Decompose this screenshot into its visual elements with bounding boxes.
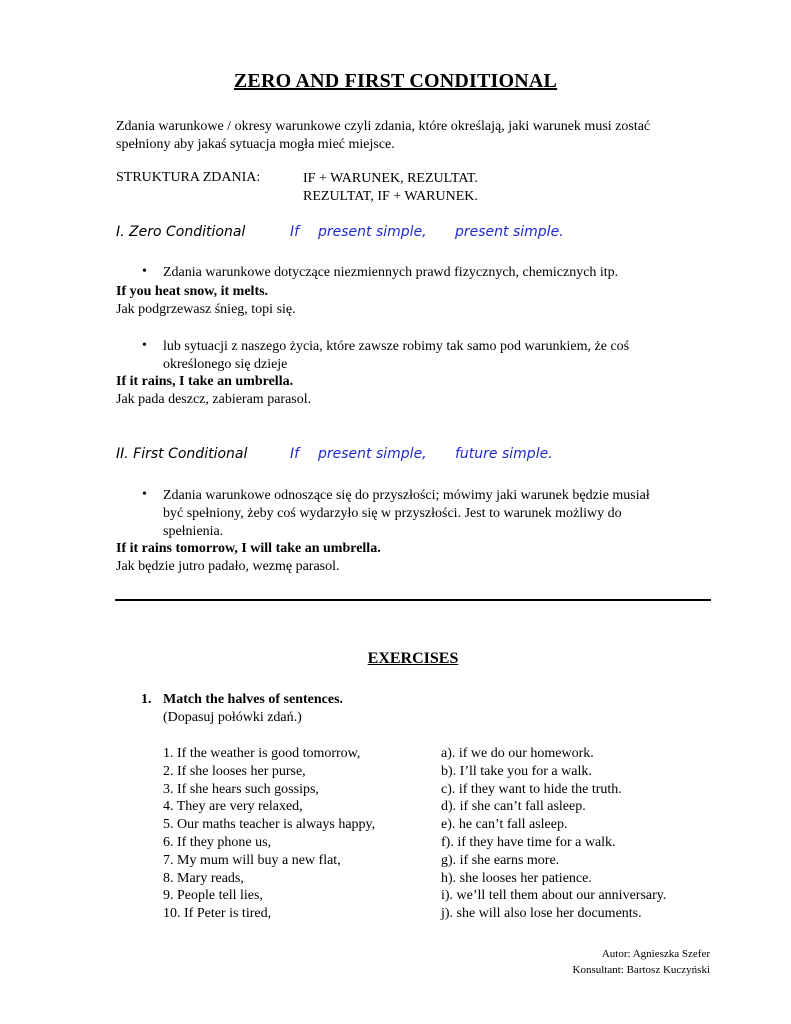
list-item: 9. People tell lies, — [163, 888, 263, 904]
zero-example: If it rains, I take an umbrella. — [116, 374, 294, 389]
list-item: j). she will also lose her documents. — [441, 906, 642, 922]
first-formula-result: future simple. — [455, 446, 553, 462]
list-item: 8. Mary reads, — [163, 870, 244, 886]
list-item: 5. Our maths teacher is always happy, — [163, 817, 376, 833]
zero-example: If you heat snow, it melts. — [116, 284, 269, 299]
intro-paragraph — [116, 118, 706, 154]
zero-formula-condition: present simple, — [318, 224, 427, 240]
footer-consultant: Konsultant: Bartosz Kuczyński — [572, 964, 710, 976]
first-bullet-text — [163, 487, 711, 541]
bullet-icon: • — [142, 487, 147, 502]
zero-translation: Jak pada deszcz, zabieram parasol. — [116, 392, 312, 407]
list-item: f). if they have time for a walk. — [441, 834, 616, 850]
zero-bullet-text — [163, 338, 711, 374]
bullet-icon: • — [142, 338, 147, 353]
zero-bullet-text: Zdania warunkowe dotyczące niezmiennych prawd fizycznych, chemicznych itp. — [163, 265, 619, 280]
list-item: c). if they want to hide the truth. — [441, 781, 622, 797]
bullet-line: Zdania warunkowe odnoszące się do przyszłości; mówimy jaki warunek będzie musiał — [163, 488, 650, 503]
list-item: 7. My mum will buy a new flat, — [163, 852, 341, 868]
list-item: 3. If she hears such gossips, — [163, 781, 319, 797]
footer-author: Autor: Agnieszka Szefer — [601, 948, 710, 960]
task-number: 1. — [141, 692, 152, 707]
structure-label: STRUKTURA ZDANIA: — [116, 170, 261, 185]
zero-formula-result: present simple. — [455, 224, 564, 240]
list-item: 4. They are very relaxed, — [163, 799, 303, 815]
bullet-icon: • — [142, 264, 147, 279]
structure-line: IF + WARUNEK, REZULTAT. — [303, 171, 478, 186]
right-halves-list — [441, 745, 711, 923]
first-example: If it rains tomorrow, I will take an umbrella. — [116, 541, 381, 556]
list-item: 2. If she looses her purse, — [163, 763, 306, 779]
structure-line: REZULTAT, IF + WARUNEK. — [303, 189, 478, 204]
zero-conditional-heading: I. Zero Conditional — [116, 224, 246, 240]
intro-line: spełniony aby jakaś sytuacja mogła mieć miejsce. — [116, 137, 395, 152]
structure-formulas — [303, 170, 478, 206]
list-item: 1. If the weather is good tomorrow, — [163, 746, 361, 761]
exercises-title: EXERCISES — [367, 650, 459, 667]
list-item: i). we’ll tell them about our anniversary. — [441, 888, 667, 904]
bullet-line: określonego się dzieje — [163, 357, 288, 372]
footer — [573, 946, 710, 978]
first-formula-condition: present simple, — [318, 446, 427, 462]
task-title: Match the halves of sentences. — [163, 692, 344, 707]
bullet-line: spełnienia. — [163, 524, 224, 539]
list-item: a). if we do our homework. — [441, 746, 594, 761]
list-item: g). if she earns more. — [441, 852, 560, 868]
list-item: 10. If Peter is tired, — [163, 906, 272, 922]
first-formula-if: If — [290, 446, 300, 462]
first-translation: Jak będzie jutro padało, wezmę parasol. — [116, 559, 340, 574]
zero-translation: Jak podgrzewasz śnieg, topi się. — [116, 302, 296, 317]
task-subtitle: (Dopasuj połówki zdań.) — [163, 710, 302, 725]
section-divider — [115, 599, 711, 601]
first-conditional-heading: II. First Conditional — [116, 446, 248, 462]
zero-formula-if: If — [290, 224, 300, 240]
list-item: h). she looses her patience. — [441, 870, 592, 886]
list-item: b). I’ll take you for a walk. — [441, 763, 592, 779]
intro-line: Zdania warunkowe / okresy warunkowe czyli zdania, które określają, jaki warunek musi zostać — [116, 119, 651, 134]
left-halves-list — [163, 745, 433, 923]
list-item: 6. If they phone us, — [163, 834, 272, 850]
bullet-line: lub sytuacji z naszego życia, które zawsze robimy tak samo pod warunkiem, że coś — [163, 339, 630, 354]
bullet-line: być spełniony, żeby coś wydarzyło się w przyszłości. Jest to warunek możliwy do — [163, 506, 622, 521]
list-item: d). if she can’t fall asleep. — [441, 799, 586, 815]
list-item: e). he can’t fall asleep. — [441, 817, 568, 833]
page-title: ZERO AND FIRST CONDITIONAL — [233, 70, 558, 92]
